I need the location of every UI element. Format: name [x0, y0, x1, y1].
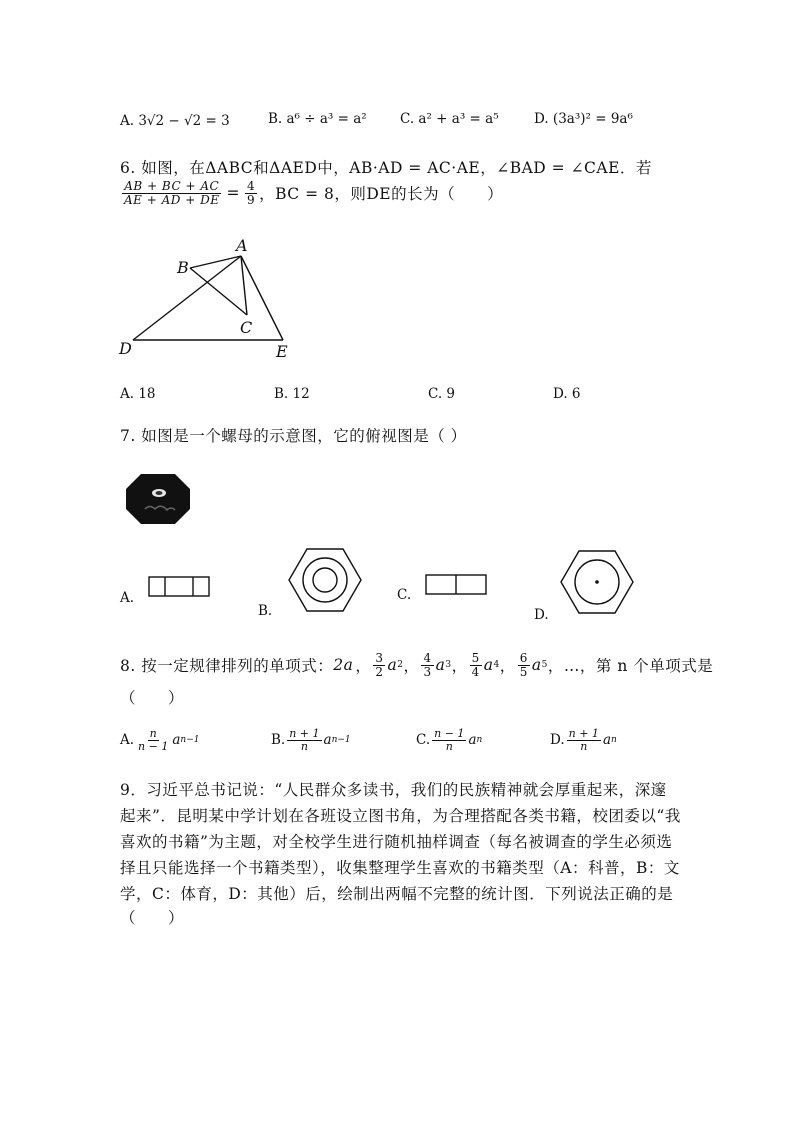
q6-label-d: D	[119, 339, 132, 358]
q6-ratio-numerator: AB + BC + AC	[124, 179, 220, 193]
q7-option-b-label: B.	[258, 603, 273, 619]
q6-ratio-fraction	[122, 180, 221, 206]
q7-stem: 7. 如图是一个螺母的示意图，它的俯视图是（ ）	[120, 427, 467, 445]
q7-option-b-figure	[288, 548, 362, 612]
q7-option-c-figure	[425, 574, 487, 596]
q6-label-c: C	[240, 318, 253, 337]
q9-line-6: （ ）	[120, 909, 185, 927]
q9-line-3: 喜欢的书籍”为主题，对全校学生进行随机抽样调查（每名被调查的学生必须选	[120, 833, 673, 851]
q6-option-a: A. 18	[120, 386, 156, 402]
q8-stem-prefix: 8. 按一定规律排列的单项式：	[120, 657, 334, 676]
q7-option-d-figure	[560, 550, 634, 614]
q8-option-b: B. $\frac{n + 1}{n}$ a n−1	[271, 727, 351, 753]
q7-option-c-label: C.	[397, 587, 412, 603]
q7-option-a-label: A.	[120, 590, 135, 606]
q6-option-c: C. 9	[428, 386, 456, 402]
q5-option-d: D. (3a³)² = 9a⁶	[534, 111, 633, 127]
q6-label-e: E	[276, 342, 288, 361]
q6-stem-line2	[120, 180, 503, 206]
q8-term-2: $\frac{4}{3}$ a 3	[423, 651, 452, 679]
q5-option-a: A. 3√2 − √2 = 3	[120, 113, 230, 129]
q5-option-b: B. a⁶ ÷ a³ = a²	[268, 111, 367, 127]
q8-stem-suffix: ，…，第 n 个单项式是	[547, 657, 714, 676]
q9-line-2: 起来”．昆明某中学计划在各班设立图书角，为合理搭配各类书籍，校团委以“我	[120, 807, 681, 825]
q8-stem: 8. 按一定规律排列的单项式： 2a ， $\frac{3}{2}$ a 2 ， $\frac{4}{3}$ a 3 ， $\frac{5}{4}$ a 4 ， $\frac{6}{5}$ a 5 ，…，第 n 个单项式是	[120, 651, 714, 679]
nut-photo	[125, 473, 191, 525]
q6-segment-bc	[190, 268, 247, 315]
q9-line-1: 9．习近平总书记说：“人民群众多读书，我们的民族精神就会厚重起来，深邃	[120, 781, 667, 799]
q8-option-a: A. $\frac{n}{n - 1}$ a n−1	[120, 727, 200, 753]
q6-triangle-figure	[110, 236, 300, 366]
q5-option-c: C. a² + a³ = a⁵	[400, 111, 499, 127]
q6-label-b: B	[177, 258, 189, 277]
q6-option-d: D. 6	[553, 386, 581, 402]
q8-option-c: C. $\frac{n - 1}{n}$ a n	[416, 727, 483, 753]
q6-ratio-denominator: AE + AD + DE	[124, 192, 220, 207]
q6-option-b: B. 12	[274, 386, 310, 402]
q8-term-1: $\frac{3}{2}$ a 2	[375, 651, 404, 679]
q7-option-d-label: D.	[534, 607, 549, 623]
q8-first-term: 2a	[333, 656, 354, 675]
q8-term-3: $\frac{5}{4}$ a 4	[471, 651, 500, 679]
q6-value-denominator: 9	[246, 192, 256, 207]
q6-value-fraction	[245, 180, 257, 206]
q6-stem-tail: ，BC = 8，则DE的长为（ ）	[259, 185, 504, 204]
q6-stem-line1: 6. 如图，在ΔABC和ΔAED中，AB·AD = AC·AE，∠BAD = ∠CAE．若	[120, 159, 652, 177]
q8-answer-paren: （ ）	[120, 689, 185, 707]
q9-line-5: 学，C：体育，D：其他）后，绘制出两幅不完整的统计图．下列说法正确的是	[120, 885, 674, 903]
q8-term-4: $\frac{6}{5}$ a 5	[519, 651, 548, 679]
q7-option-a-figure	[148, 576, 210, 598]
q6-equals: =	[226, 184, 240, 203]
q6-value-numerator: 4	[246, 179, 256, 193]
q9-line-4: 择且只能选择一个书籍类型），收集整理学生喜欢的书籍类型（A：科普，B：文	[120, 859, 680, 877]
q6-label-a: A	[236, 236, 248, 255]
q8-option-d: D. $\frac{n + 1}{n}$ a n	[550, 727, 617, 753]
